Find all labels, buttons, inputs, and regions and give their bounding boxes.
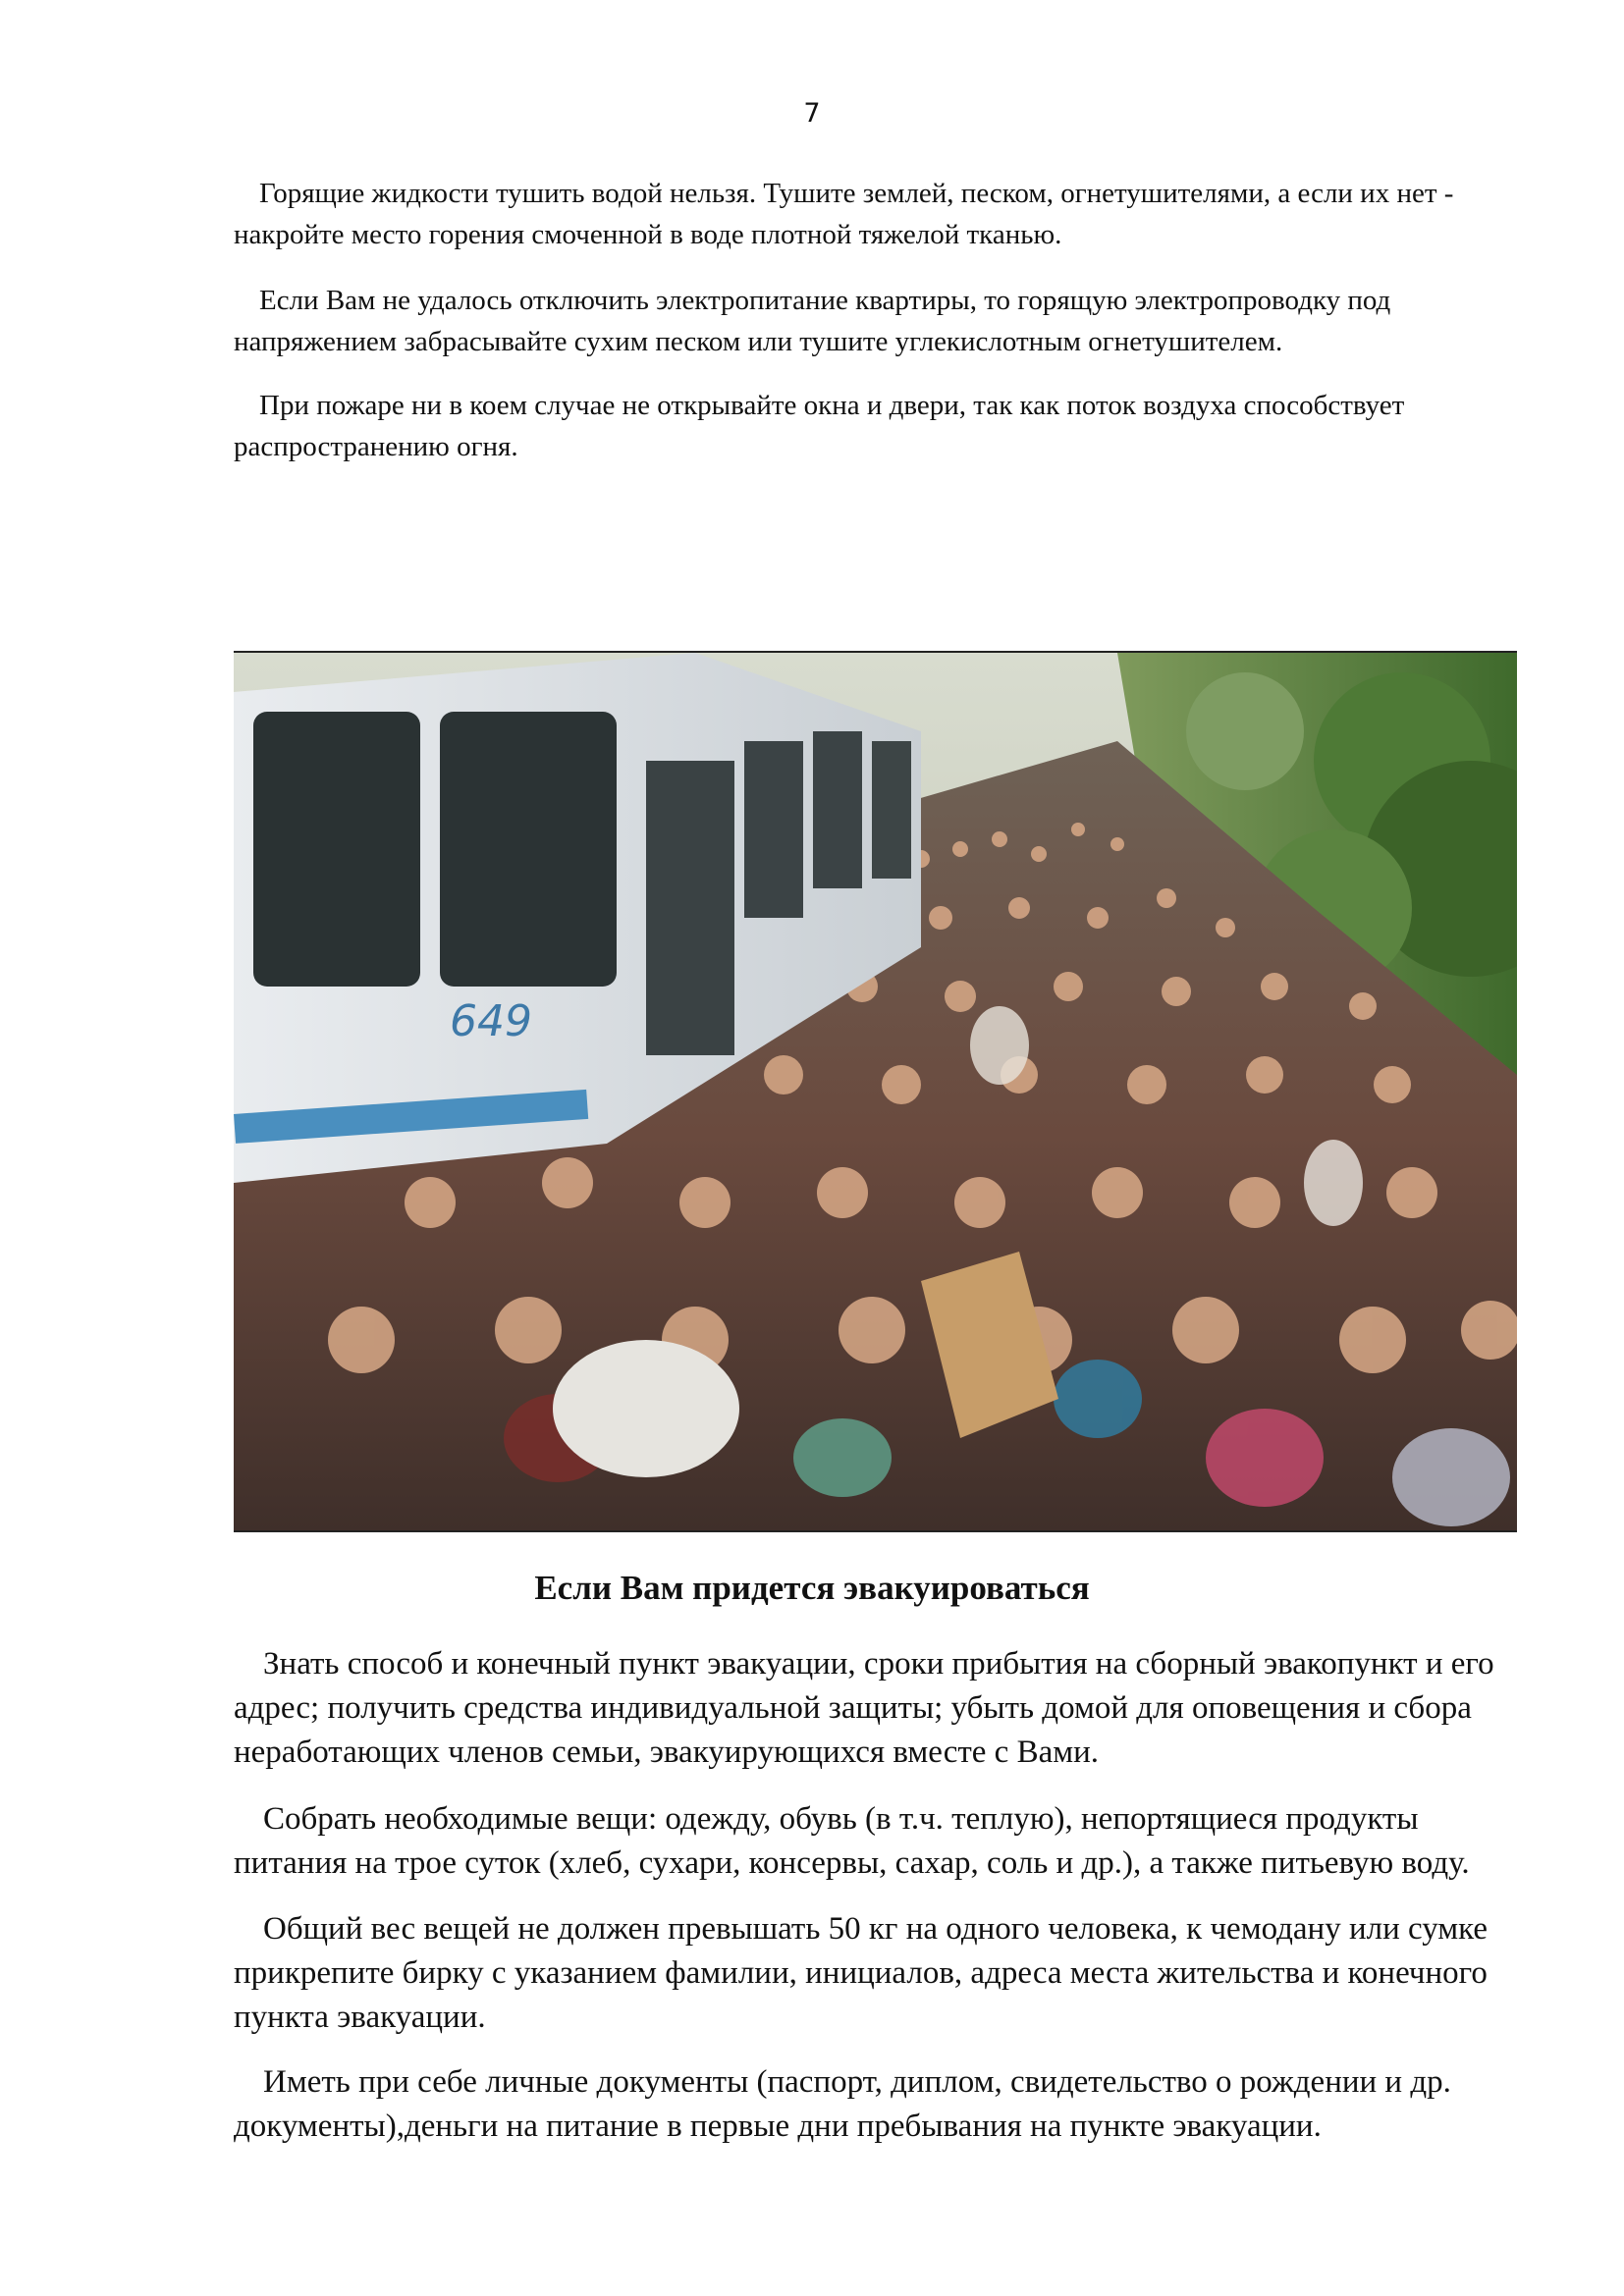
paragraph-evac-method: Знать способ и конечный пункт эвакуации, сроки прибытия на сборный эвакопункт и его адрес; получить средства индивидуальной защиты; убыть домой для оповещения и сбора неработающих членов семьи, эвакуирующихся вместе с Вами. <box>234 1646 1494 1770</box>
section-heading: Если Вам придется эвакуироваться <box>534 1569 1090 1607</box>
bus-number: 649 <box>450 996 532 1046</box>
evacuation-crowd-photo <box>234 651 1517 1532</box>
paragraph-evac-weight: Общий вес вещей не должен превышать 50 кг на одного человека, к чемодану или сумке прикрепите бирку с указанием фамилии, инициалов, адреса места жительства и конечного пункта эвакуации. <box>234 1911 1489 2035</box>
paragraph-windows: При пожаре ни в коем случае не открывайте окна и двери, так как поток воздуха способствует распространению огня. <box>234 390 1405 462</box>
paragraph-evac-items: Собрать необходимые вещи: одежду, обувь (в т.ч. теплую), непортящиеся продукты питания на трое суток (хлеб, сухари, консервы, сахар, соль и др.), а также питьевую воду. <box>234 1801 1470 1881</box>
paragraph-liquids: Горящие жидкости тушить водой нельзя. Тушите землей, песком, огнетушителями, а если их нет - накройте место горения смоченной в воде плотной тяжелой тканью. <box>234 178 1454 250</box>
paragraph-evac-documents: Иметь при себе личные документы (паспорт, диплом, свидетельство о рождении и др. документы),деньги на питание в первые дни пребывания на пункте эвакуации. <box>234 2064 1451 2144</box>
page-number: 7 <box>803 98 821 129</box>
paragraph-wiring: Если Вам не удалось отключить электропитание квартиры, то горящую электропроводку под напряжением забрасывайте сухим песком или тушите углекислотным огнетушителем. <box>234 285 1391 357</box>
